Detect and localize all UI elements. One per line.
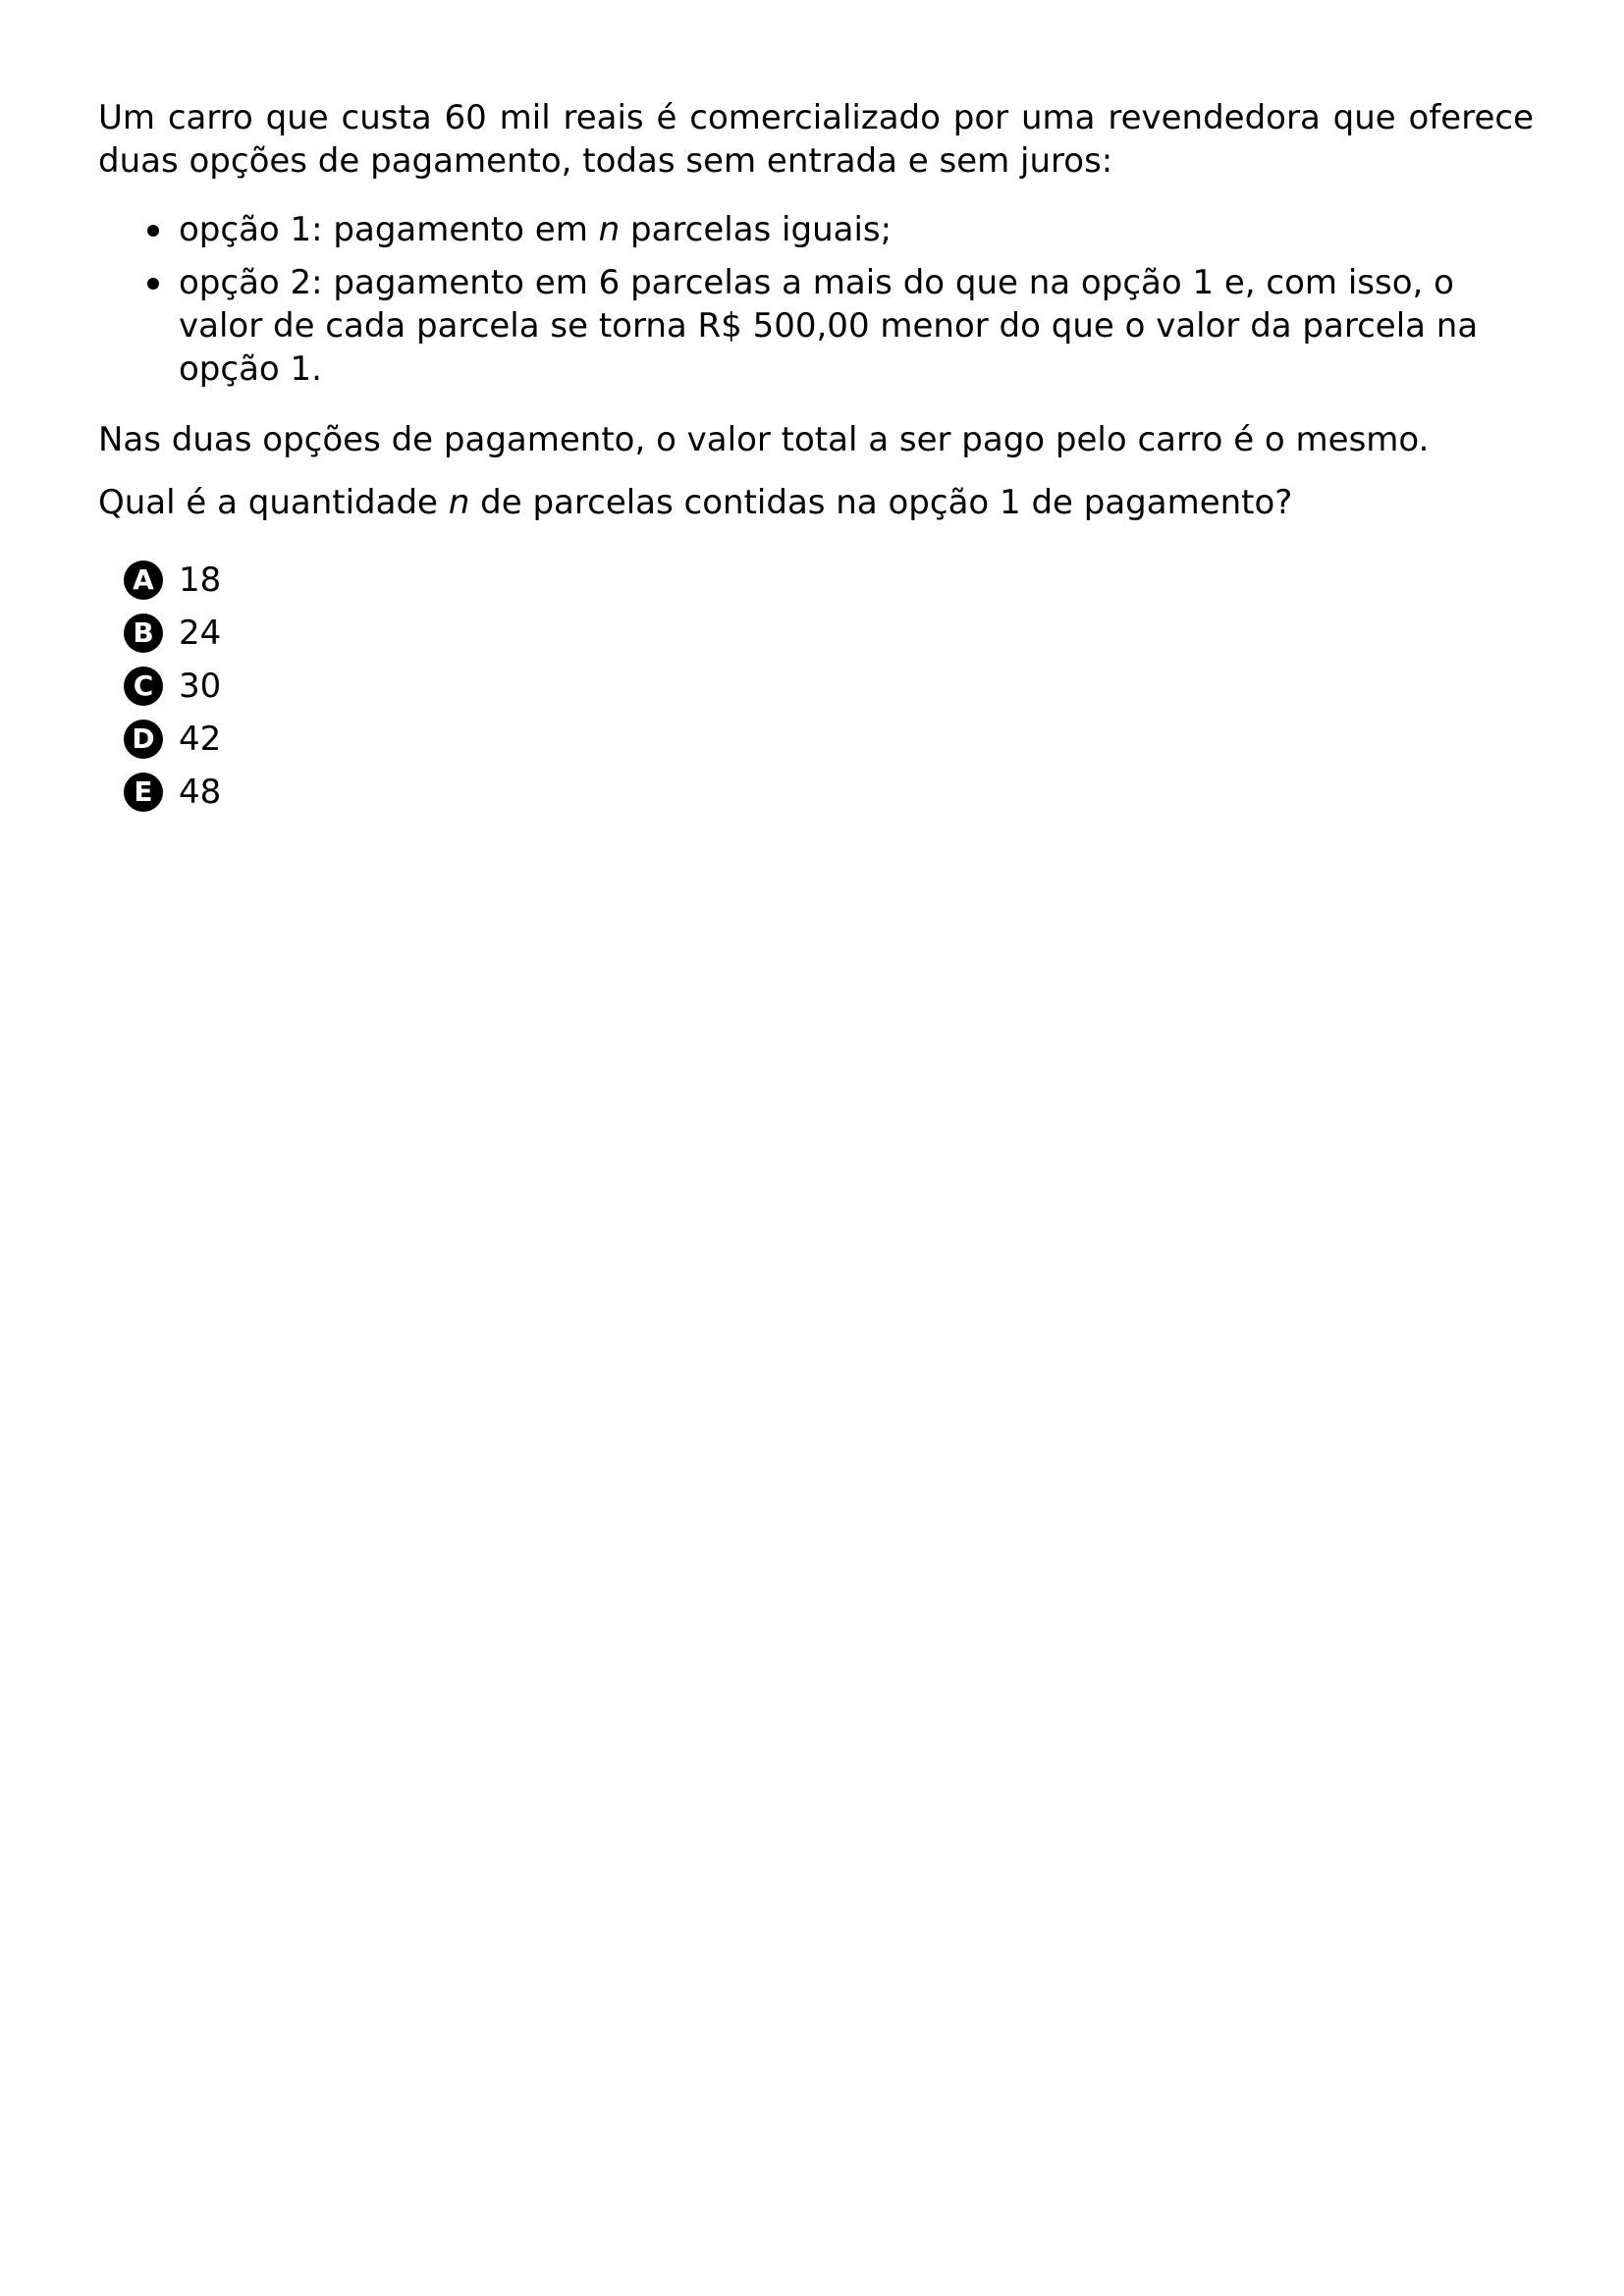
question-document <box>98 96 1534 819</box>
statement-paragraph: Nas duas opções de pagamento, o valor total a ser pago pelo carro é o mesmo. <box>98 420 1430 459</box>
choice-d[interactable] <box>98 713 1534 766</box>
variable-n: n <box>448 483 470 522</box>
choice-e-letter-icon: E <box>124 773 163 812</box>
question-text-start: Qual é a quantidade <box>98 483 449 522</box>
choice-d-letter-icon: D <box>124 720 163 759</box>
choice-e[interactable] <box>98 766 1534 819</box>
answer-choices <box>98 554 1534 819</box>
payment-option-1-text-start: opção 1: pagamento em <box>179 210 599 249</box>
question-text-end: de parcelas contidas na opção 1 de pagamento? <box>469 483 1293 522</box>
payment-option-1 <box>98 208 1534 251</box>
choice-a-letter-icon: A <box>124 561 163 600</box>
choice-b-letter-icon: B <box>124 614 163 653</box>
choice-c[interactable] <box>98 660 1534 713</box>
choice-c-letter-icon: C <box>124 667 163 706</box>
intro-paragraph: Um carro que custa 60 mil reais é comercializado por uma revendedora que oferece duas opções de pagamento, todas sem entrada e sem juros: <box>98 98 1534 181</box>
bullet-icon <box>147 225 159 237</box>
choice-a-value: 18 <box>179 561 222 600</box>
payment-option-2 <box>98 261 1534 391</box>
choice-a[interactable] <box>98 554 1534 607</box>
choice-c-value: 30 <box>179 667 222 706</box>
choice-e-value: 48 <box>179 773 222 812</box>
choice-b[interactable] <box>98 607 1534 660</box>
variable-n: n <box>598 210 621 249</box>
question-paragraph <box>98 481 1534 524</box>
choice-b-value: 24 <box>179 614 222 653</box>
payment-options-list <box>98 208 1534 391</box>
choice-d-value: 42 <box>179 720 222 759</box>
bullet-icon <box>147 278 159 290</box>
payment-option-2-text: opção 2: pagamento em 6 parcelas a mais do que na opção 1 e, com isso, o valor de cada parcela se torna R$ 500,00 menor do que o valor da parcela na opção 1. <box>179 263 1479 389</box>
payment-option-1-text-end: parcelas iguais; <box>620 210 893 249</box>
